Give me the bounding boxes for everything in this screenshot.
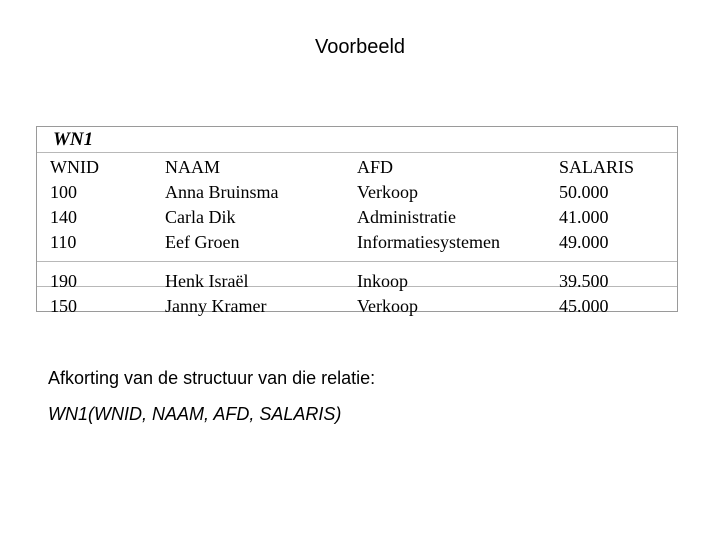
afd-column-block-2: Inkoop Verkoop [357, 271, 418, 316]
relation-table [36, 126, 678, 316]
wnid-column-block-1: WNID 100 140 110 [50, 157, 99, 252]
salaris-column-block-2: 39.500 45.000 [559, 271, 609, 316]
relation-schema: WN1(WNID, NAAM, AFD, SALARIS) [48, 404, 342, 424]
row-divider [37, 152, 677, 153]
page-title: Voorbeeld [314, 36, 406, 58]
naam-column-block-1: NAAM Anna Bruinsma Carla Dik Eef Groen [165, 157, 279, 252]
naam-column-block-2: Henk Israël Janny Kramer [165, 271, 267, 316]
salaris-column-block-1: SALARIS 50.000 41.000 49.000 [559, 157, 635, 252]
wnid-column-block-2: 190 150 [50, 271, 77, 316]
row-divider [37, 261, 677, 262]
abbreviation-note: Afkorting van de structuur van die relatie: [48, 368, 376, 388]
table-caption: WN1 [53, 129, 94, 150]
afd-column-block-1: AFD Verkoop Administratie Informatiesystemen [357, 157, 500, 252]
